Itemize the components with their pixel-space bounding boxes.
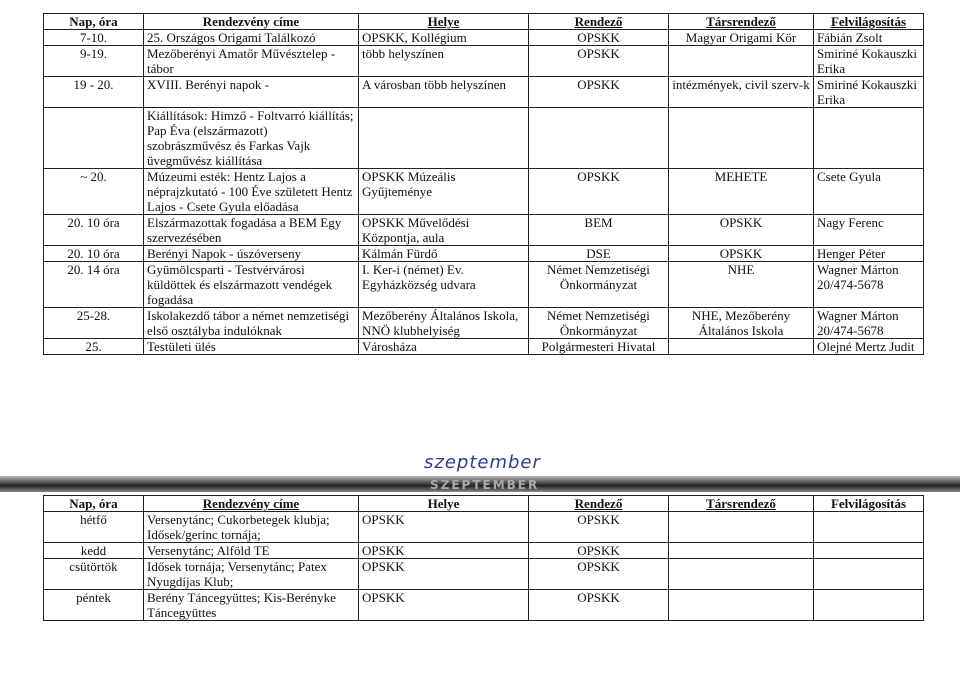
cell-coorganizer bbox=[669, 590, 814, 621]
cell-organizer: OPSKK bbox=[529, 46, 669, 77]
cell-coorganizer: NHE, Mezőberény Általános Iskola bbox=[669, 308, 814, 339]
cell-info: Wagner Márton 20/474-5678 bbox=[814, 262, 924, 308]
table-row bbox=[44, 215, 924, 246]
cell-organizer: Német Nemzetiségi Önkormányzat bbox=[529, 262, 669, 308]
cell-place: OPSKK Művelődési Központja, aula bbox=[359, 215, 529, 246]
cell-day: 19 - 20. bbox=[44, 77, 144, 108]
cell-day: péntek bbox=[44, 590, 144, 621]
cell-info: Fábián Zsolt bbox=[814, 30, 924, 46]
cell-coorganizer bbox=[669, 559, 814, 590]
cell-place: OPSKK bbox=[359, 590, 529, 621]
cell-organizer: OPSKK bbox=[529, 77, 669, 108]
header-place: Helye bbox=[359, 14, 529, 30]
cell-place: OPSKK bbox=[359, 512, 529, 543]
cell-info: Smiriné Kokauszki Erika bbox=[814, 46, 924, 77]
cell-info: Henger Péter bbox=[814, 246, 924, 262]
table-row bbox=[44, 559, 924, 590]
cell-event: Versenytánc; Alföld TE bbox=[144, 543, 359, 559]
cell-organizer: OPSKK bbox=[529, 512, 669, 543]
table-header-row bbox=[44, 496, 924, 512]
month-band-label: SZEPTEMBER bbox=[430, 478, 540, 492]
table-row bbox=[44, 77, 924, 108]
cell-coorganizer: NHE bbox=[669, 262, 814, 308]
cell-info: Smiriné Kokauszki Erika bbox=[814, 77, 924, 108]
cell-organizer: OPSKK bbox=[529, 30, 669, 46]
cell-place: több helyszínen bbox=[359, 46, 529, 77]
cell-event: 25. Országos Origami Találkozó bbox=[144, 30, 359, 46]
table-row bbox=[44, 590, 924, 621]
table-header-row bbox=[44, 14, 924, 30]
cell-event: Kiállítások: Himző - Foltvarró kiállítás; Pap Éva (elszármazott) szobrászművész és Farkas Vajk üvegművész kiállítása bbox=[144, 108, 359, 169]
header-day: Nap, óra bbox=[44, 14, 144, 30]
cell-organizer: Polgármesteri Hivatal bbox=[529, 339, 669, 355]
events-table-august bbox=[43, 13, 924, 355]
cell-info bbox=[814, 590, 924, 621]
cell-place: OPSKK bbox=[359, 559, 529, 590]
cell-day: csütörtök bbox=[44, 559, 144, 590]
cell-coorganizer bbox=[669, 46, 814, 77]
cell-event: Versenytánc; Cukorbetegek klubja; Idősek/gerinc tornája; bbox=[144, 512, 359, 543]
cell-place: Mezőberény Általános Iskola, NNÖ klubhelyiség bbox=[359, 308, 529, 339]
cell-day: 7-10. bbox=[44, 30, 144, 46]
cell-place: Kálmán Fürdő bbox=[359, 246, 529, 262]
cell-place: OPSKK Múzeális Gyűjteménye bbox=[359, 169, 529, 215]
table-row bbox=[44, 46, 924, 77]
table-row bbox=[44, 108, 924, 169]
table-row bbox=[44, 543, 924, 559]
header-coorganizer: Társrendező bbox=[669, 496, 814, 512]
header-event: Rendezvény címe bbox=[144, 14, 359, 30]
header-day: Nap, óra bbox=[44, 496, 144, 512]
cell-day: kedd bbox=[44, 543, 144, 559]
cell-event: Idősek tornája; Versenytánc; Patex Nyugdíjas Klub; bbox=[144, 559, 359, 590]
cell-place: OPSKK, Kollégium bbox=[359, 30, 529, 46]
events-table-september bbox=[43, 495, 924, 621]
cell-organizer: Német Nemzetiségi Önkormányzat bbox=[529, 308, 669, 339]
cell-coorganizer: intézmények, civil szerv-k bbox=[669, 77, 814, 108]
cell-info bbox=[814, 543, 924, 559]
header-coorganizer: Társrendező bbox=[669, 14, 814, 30]
cell-event: Múzeumi esték: Hentz Lajos a néprajzkutató - 100 Éve született Hentz Lajos - Csete Gyula előadása bbox=[144, 169, 359, 215]
cell-event: Berény Táncegyüttes; Kis-Berényke Táncegyüttes bbox=[144, 590, 359, 621]
cell-info bbox=[814, 108, 924, 169]
cell-coorganizer bbox=[669, 108, 814, 169]
cell-coorganizer bbox=[669, 543, 814, 559]
cell-day: 9-19. bbox=[44, 46, 144, 77]
cell-info bbox=[814, 512, 924, 543]
cell-day: 20. 10 óra bbox=[44, 246, 144, 262]
cell-event: Testületi ülés bbox=[144, 339, 359, 355]
cell-info: Nagy Ferenc bbox=[814, 215, 924, 246]
cell-organizer: BEM bbox=[529, 215, 669, 246]
header-organizer: Rendező bbox=[529, 496, 669, 512]
header-organizer: Rendező bbox=[529, 14, 669, 30]
cell-day: 25. bbox=[44, 339, 144, 355]
cell-event: Mezőberényi Amatőr Művésztelep - tábor bbox=[144, 46, 359, 77]
handwritten-month-label: szeptember bbox=[424, 452, 541, 473]
cell-coorganizer: Magyar Origami Kör bbox=[669, 30, 814, 46]
cell-coorganizer: OPSKK bbox=[669, 246, 814, 262]
cell-day: hétfő bbox=[44, 512, 144, 543]
cell-info: Wagner Márton 20/474-5678 bbox=[814, 308, 924, 339]
cell-place bbox=[359, 108, 529, 169]
table-row bbox=[44, 169, 924, 215]
cell-info: Csete Gyula bbox=[814, 169, 924, 215]
cell-day: ~ 20. bbox=[44, 169, 144, 215]
cell-coorganizer: MEHETE bbox=[669, 169, 814, 215]
cell-coorganizer bbox=[669, 512, 814, 543]
header-info: Felvilágosítás bbox=[814, 496, 924, 512]
cell-day: 25-28. bbox=[44, 308, 144, 339]
cell-day: 20. 14 óra bbox=[44, 262, 144, 308]
cell-event: Berényi Napok - úszóverseny bbox=[144, 246, 359, 262]
cell-event: XVIII. Berényi napok - bbox=[144, 77, 359, 108]
header-place: Helye bbox=[359, 496, 529, 512]
header-event: Rendezvény címe bbox=[144, 496, 359, 512]
table-row bbox=[44, 339, 924, 355]
cell-event: Iskolakezdő tábor a német nemzetiségi első osztályba indulóknak bbox=[144, 308, 359, 339]
table-row bbox=[44, 30, 924, 46]
cell-organizer: OPSKK bbox=[529, 169, 669, 215]
cell-organizer: OPSKK bbox=[529, 559, 669, 590]
table-row bbox=[44, 262, 924, 308]
cell-event: Elszármazottak fogadása a BEM Egy szervezésében bbox=[144, 215, 359, 246]
cell-coorganizer bbox=[669, 339, 814, 355]
cell-place: I. Ker-i (német) Ev. Egyházközség udvara bbox=[359, 262, 529, 308]
cell-place: OPSKK bbox=[359, 543, 529, 559]
cell-organizer: OPSKK bbox=[529, 543, 669, 559]
table-row bbox=[44, 246, 924, 262]
table-row bbox=[44, 308, 924, 339]
cell-coorganizer: OPSKK bbox=[669, 215, 814, 246]
cell-day bbox=[44, 108, 144, 169]
header-info: Felvilágosítás bbox=[814, 14, 924, 30]
cell-organizer: OPSKK bbox=[529, 590, 669, 621]
cell-day: 20. 10 óra bbox=[44, 215, 144, 246]
cell-place: A városban több helyszínen bbox=[359, 77, 529, 108]
table-row bbox=[44, 512, 924, 543]
cell-event: Gyümölcsparti - Testvérvárosi küldöttek és elszármazott vendégek fogadása bbox=[144, 262, 359, 308]
cell-info bbox=[814, 559, 924, 590]
cell-info: Olejné Mertz Judit bbox=[814, 339, 924, 355]
cell-organizer bbox=[529, 108, 669, 169]
cell-organizer: DSE bbox=[529, 246, 669, 262]
cell-place: Városháza bbox=[359, 339, 529, 355]
